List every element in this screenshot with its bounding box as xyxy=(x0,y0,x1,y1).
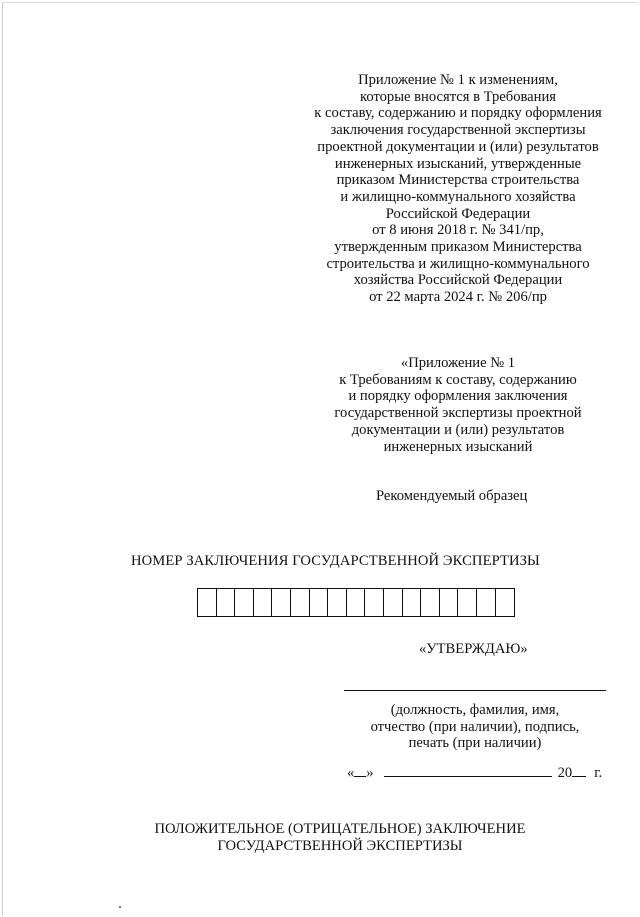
header-line: инженерных изысканий, утвержденные xyxy=(334,155,582,172)
signature-caption xyxy=(344,702,606,752)
digit-box[interactable] xyxy=(458,589,477,616)
year-suffix: г. xyxy=(594,765,603,781)
header-line: утвержденным приказом Министерства xyxy=(334,239,582,256)
header-line: хозяйства Российской Федерации xyxy=(353,272,563,289)
appendix-line: к Требованиям к составу, содержанию xyxy=(339,371,577,388)
header-line: заключения государственной экспертизы xyxy=(330,122,586,139)
signature-caption-line: печать (при наличии) xyxy=(408,735,542,752)
header-line: проектной документации и (или) результатов xyxy=(317,138,599,155)
header-line: Российской Федерации xyxy=(385,205,531,222)
digit-box[interactable] xyxy=(496,589,515,616)
conclusion-title-line: ГОСУДАРСТВЕННОЙ ЭКСПЕРТИЗЫ xyxy=(217,837,463,854)
sample-label: Рекомендуемый образец xyxy=(376,488,528,504)
date-row xyxy=(347,764,602,782)
day-field[interactable] xyxy=(354,764,366,777)
appendix-line: «Приложение № 1 xyxy=(400,355,516,371)
signature-line[interactable] xyxy=(344,690,606,691)
appendix-line: государственной экспертизы проектной xyxy=(334,405,582,422)
header-block xyxy=(300,72,616,306)
header-line: от 22 марта 2024 г. № 206/пр xyxy=(369,289,547,306)
conclusion-number-boxes[interactable] xyxy=(197,588,515,617)
digit-box[interactable] xyxy=(217,589,236,616)
header-line: Приложение № 1 к изменениям, xyxy=(358,72,558,88)
appendix-line: и порядку оформления заключения xyxy=(348,388,568,405)
header-line: приказом Министерства строительства xyxy=(336,172,580,189)
date-close-quote: » xyxy=(366,765,374,781)
digit-box[interactable] xyxy=(235,589,254,616)
conclusion-title xyxy=(120,821,560,854)
digit-box[interactable] xyxy=(272,589,291,616)
date-open-quote: « xyxy=(347,765,355,781)
digit-box[interactable] xyxy=(328,589,347,616)
digit-box[interactable] xyxy=(477,589,496,616)
signature-caption-line: отчество (при наличии), подпись, xyxy=(370,718,580,735)
digit-box[interactable] xyxy=(254,589,273,616)
digit-box[interactable] xyxy=(403,589,422,616)
digit-box[interactable] xyxy=(365,589,384,616)
approve-label: «УТВЕРЖДАЮ» xyxy=(419,641,528,657)
digit-box[interactable] xyxy=(291,589,310,616)
digit-box[interactable] xyxy=(440,589,459,616)
header-line: к составу, содержанию и порядку оформления xyxy=(314,105,602,122)
year-field[interactable] xyxy=(572,764,586,777)
digit-box[interactable] xyxy=(198,589,217,616)
header-line: от 8 июня 2018 г. № 341/пр, xyxy=(372,222,544,239)
month-field[interactable] xyxy=(384,764,552,777)
digit-box[interactable] xyxy=(384,589,403,616)
header-line: которые вносятся в Требования xyxy=(359,88,556,105)
header-line: и жилищно-коммунального хозяйства xyxy=(340,188,576,205)
header-line: строительства и жилищно-коммунального xyxy=(326,255,590,272)
year-prefix: 20 xyxy=(557,765,573,781)
digit-box[interactable] xyxy=(347,589,366,616)
appendix-line: документации и (или) результатов xyxy=(351,421,565,438)
conclusion-title-line: ПОЛОЖИТЕЛЬНОЕ (ОТРИЦАТЕЛЬНОЕ) ЗАКЛЮЧЕНИЕ xyxy=(154,821,526,837)
scan-artifact xyxy=(119,906,121,908)
appendix-line: инженерных изысканий xyxy=(383,438,533,455)
digit-box[interactable] xyxy=(310,589,329,616)
signature-caption-line: (должность, фамилия, имя, xyxy=(390,702,560,718)
digit-box[interactable] xyxy=(421,589,440,616)
number-title: НОМЕР ЗАКЛЮЧЕНИЯ ГОСУДАРСТВЕННОЙ ЭКСПЕРТИЗЫ xyxy=(131,553,540,569)
appendix-block xyxy=(300,355,616,455)
